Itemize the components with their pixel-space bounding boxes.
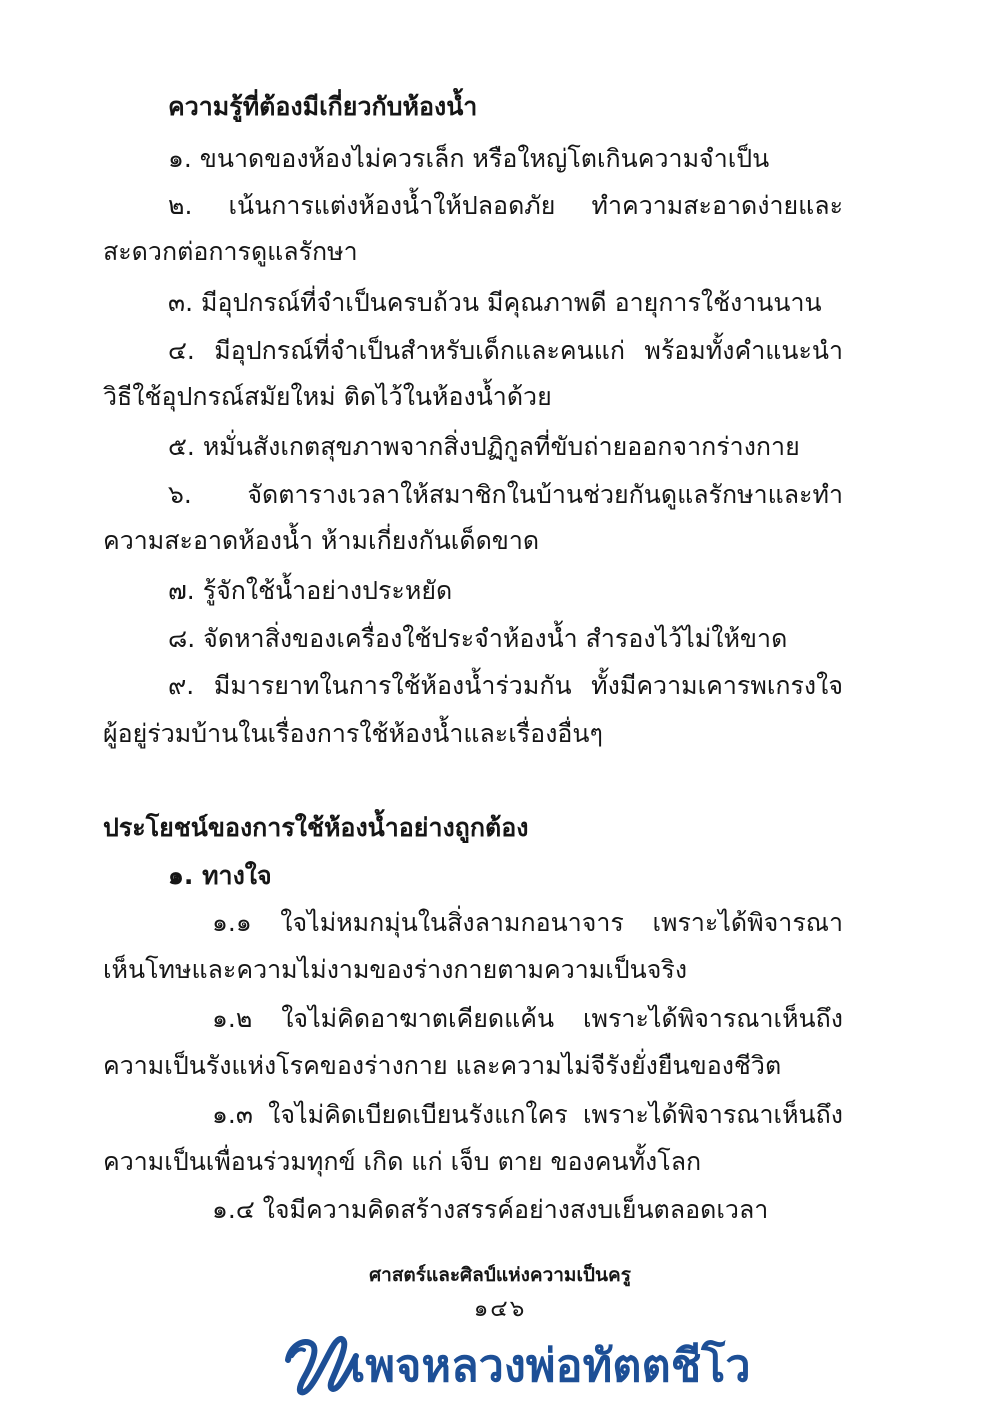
list-item-1-3: ๑.๓ ใจไม่คิดเบียดเบียนรังแกใคร เพราะได้พิจารณาเห็นถึง [212,1100,843,1129]
list-item-6: ๖. จัดตารางเวลาให้สมาชิกในบ้านช่วยกันดูแลรักษาและทำ [168,480,843,509]
list-item-3: ๓. มีอุปกรณ์ที่จำเป็นครบถ้วน มีคุณภาพดี อายุการใช้งานนาน [168,288,822,317]
section-heading-benefits: ประโยชน์ของการใช้ห้องน้ำอย่างถูกต้อง [103,813,529,842]
list-item-9: ๙. มีมารยาทในการใช้ห้องน้ำร่วมกัน ทั้งมีความเคารพเกรงใจ [168,671,843,700]
list-item-6-continuation: ความสะอาดห้องน้ำ ห้ามเกี่ยงกันเด็ดขาด [103,526,540,555]
list-item-7: ๗. รู้จักใช้น้ำอย่างประหยัด [168,576,453,605]
list-item-1-1-continuation: เห็นโทษและความไม่งามของร่างกายตามความเป็นจริง [103,955,688,984]
section-heading-bathroom-knowledge: ความรู้ที่ต้องมีเกี่ยวกับห้องน้ำ [168,92,478,121]
page-logo [282,1326,751,1406]
list-item-1: ๑. ขนาดของห้องไม่ควรเล็ก หรือใหญ่โตเกินความจำเป็น [168,144,770,173]
list-item-5: ๕. หมั่นสังเกตสุขภาพจากสิ่งปฏิกูลที่ขับถ่ายออกจากร่างกาย [168,432,800,461]
list-item-4-continuation: วิธีใช้อุปกรณ์สมัยใหม่ ติดไว้ในห้องน้ำด้วย [103,382,552,411]
list-item-2: ๒. เน้นการแต่งห้องน้ำให้ปลอดภัย ทำความสะอาดง่ายและ [168,191,843,220]
list-item-1-2: ๑.๒ ใจไม่คิดอาฆาตเคียดแค้น เพราะได้พิจารณาเห็นถึง [212,1004,843,1033]
list-item-1-2-continuation: ความเป็นรังแห่งโรคของร่างกาย และความไม่จีรังยั่งยืนของชีวิต [103,1051,782,1080]
list-item-4: ๔. มีอุปกรณ์ที่จำเป็นสำหรับเด็กและคนแก่ พร้อมทั้งคำแนะนำ [168,336,843,365]
signature-mark-icon [282,1326,360,1404]
logo-text: เพจหลวงพ่อทัตตชีโว [350,1339,751,1392]
footer-book-title: ศาสตร์และศิลป์แห่งความเป็นครู [369,1264,631,1286]
list-item-1-3-continuation: ความเป็นเพื่อนร่วมทุกข์ เกิด แก่ เจ็บ ตาย ของคนทั้งโลก [103,1147,702,1176]
list-item-2-continuation: สะดวกต่อการดูแลรักษา [103,237,358,266]
list-item-1-1: ๑.๑ ใจไม่หมกมุ่นในสิ่งลามกอนาจาร เพราะได้พิจารณา [212,908,843,937]
page-number: ๑๔๖ [473,1296,527,1322]
list-item-8: ๘. จัดหาสิ่งของเครื่องใช้ประจำห้องน้ำ สำรองไว้ไม่ให้ขาด [168,624,788,653]
subheading-mind: ๑. ทางใจ [168,861,272,890]
list-item-1-4: ๑.๔ ใจมีความคิดสร้างสรรค์อย่างสงบเย็นตลอดเวลา [212,1195,769,1224]
list-item-9-continuation: ผู้อยู่ร่วมบ้านในเรื่องการใช้ห้องน้ำและเรื่องอื่นๆ [103,719,603,748]
